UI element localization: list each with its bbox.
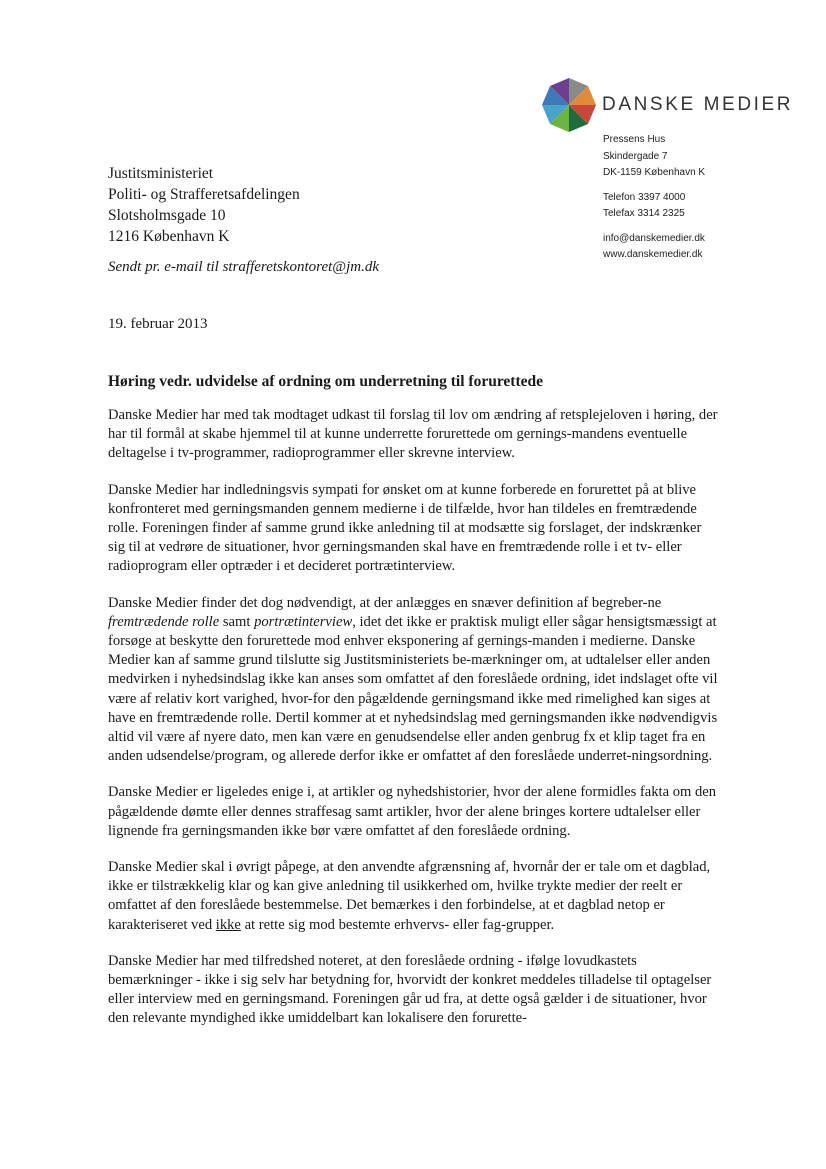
paragraph: Danske Medier skal i øvrigt påpege, at den anvendte afgrænsning af, hvornår der er tale om et dagblad, ikke er tilstrækkelig klar og kan give anledning til usikkerhed om, hvilke trykte medier der reelt er omfattet af den foreslåede bestemmelse. Det bemærkes i den forbindelse, at et dagblad netop er karakteriseret ved ikke at rette sig mod bestemte erhvervs- eller fag-grupper. <box>108 859 711 933</box>
recipient-line: 1216 København K <box>108 228 230 245</box>
term-emphasis: fremtrædende rolle <box>108 613 220 630</box>
recipient-line: Justitsministeriet <box>108 165 214 182</box>
brand-name: DANSKE MEDIER <box>602 94 794 115</box>
letter-body <box>108 406 720 1046</box>
recipient-line: Slotsholmsgade 10 <box>108 207 226 224</box>
term-emphasis: portrætinterview <box>254 613 353 630</box>
sender-org: Pressens Hus <box>603 134 666 145</box>
sent-via-note: Sendt pr. e-mail til strafferetskontoret@jm.dk <box>108 259 379 275</box>
paragraph: Danske Medier har indledningsvis sympati for ønsket om at kunne forberede en forurettet på at blive konfronteret med gerningsmanden gennem medierne i de tilfælde, hvor han tildeles en fremtrædende rolle. Foreningen finder af samme grund ikke anledning til at modsætte sig forslaget, der indskrænker sig til at vedrøre de situationer, hvor gerningsmanden skal have en fremtrædende rolle i et tv- eller radioprogram eller optræder i et decideret portrætinterview. <box>108 481 702 575</box>
paragraph: Danske Medier har med tilfredshed noteret, at den foreslåede ordning - ifølge lovudkastets bemærkninger - ikke i sig selv har betydning for, hvorvidt der konkret meddeles tilladelse til optagelser eller interview med en gerningsmand. Foreningen går ud fra, at dette også gælder i de situationer, hvor den relevante myndighed ikke umiddelbart kan lokalisere den forurette- <box>108 952 712 1027</box>
sender-web: www.danskemedier.dk <box>603 249 703 260</box>
sender-phone: Telefon 3397 4000 <box>603 191 686 203</box>
sender-street: Skindergade 7 <box>603 150 668 162</box>
sender-address <box>603 132 705 264</box>
paragraph: Danske Medier er ligeledes enige i, at artikler og nyhedshistorier, hvor der alene formidles fakta om den pågældende dømte eller dennes straffesag samt artikler, hvor der alene bringes kortere udtalelser eller lignende fra gerningsmanden ikke bør være omfattet af den foreslåede ordning. <box>108 784 717 839</box>
logo-mark-icon <box>540 76 598 134</box>
recipient-address <box>108 163 300 247</box>
danske-medier-logo <box>540 76 794 136</box>
underlined-word: ikke <box>215 916 241 933</box>
sender-fax: Telefax 3314 2325 <box>603 208 685 219</box>
letter-subject: Høring vedr. udvidelse af ordning om underretning til forurettede <box>108 373 544 390</box>
sender-email: info@danskemedier.dk <box>603 232 705 244</box>
recipient-line: Politi- og Strafferetsafdelingen <box>108 186 300 203</box>
paragraph: Danske Medier finder det dog nødvendigt, at der anlægges en snæver definition af begreber-ne fremtrædende rolle samt portrætinterview, idet det ikke er praktisk muligt eller sågar hensigtsmæssigt at forsøge at beskytte den forurettede mod enhver eksponering af gernings-manden i medierne. Danske Medier kan af samme grund tilslutte sig Justitsministeriets be-mærkninger om, at udtalelser eller anden medvirken i nyhedsindslag ikke kan anses som omfattet af den foreslåede ordning, idet indslaget ofte vil være af relativ kort varighed, hvor-for den pågældende gerningsmand ikke med rimelighed kan siges at have en fremtrædende rolle. Dertil kommer at et nyhedsindslag med gerningsmanden ikke nødvendigvis altid vil være af nyere dato, men kan være en genudsendelse eller anden genbrug fx et klip taget fra en anden udsendelse/program, og allerede derfor ikke er omfattet af den foreslåede underret-ningsordning. <box>108 594 718 765</box>
letter-date: 19. februar 2013 <box>108 316 208 332</box>
paragraph: Danske Medier har med tak modtaget udkast til forslag til lov om ændring af retsplejeloven i høring, der har til formål at skabe hjemmel til at kunne underrette forurettede om gernings-mandens eventuelle deltagelse i tv-programmer, radioprogrammer eller skrevne interview. <box>108 407 718 462</box>
sender-city: DK-1159 København K <box>603 167 706 178</box>
